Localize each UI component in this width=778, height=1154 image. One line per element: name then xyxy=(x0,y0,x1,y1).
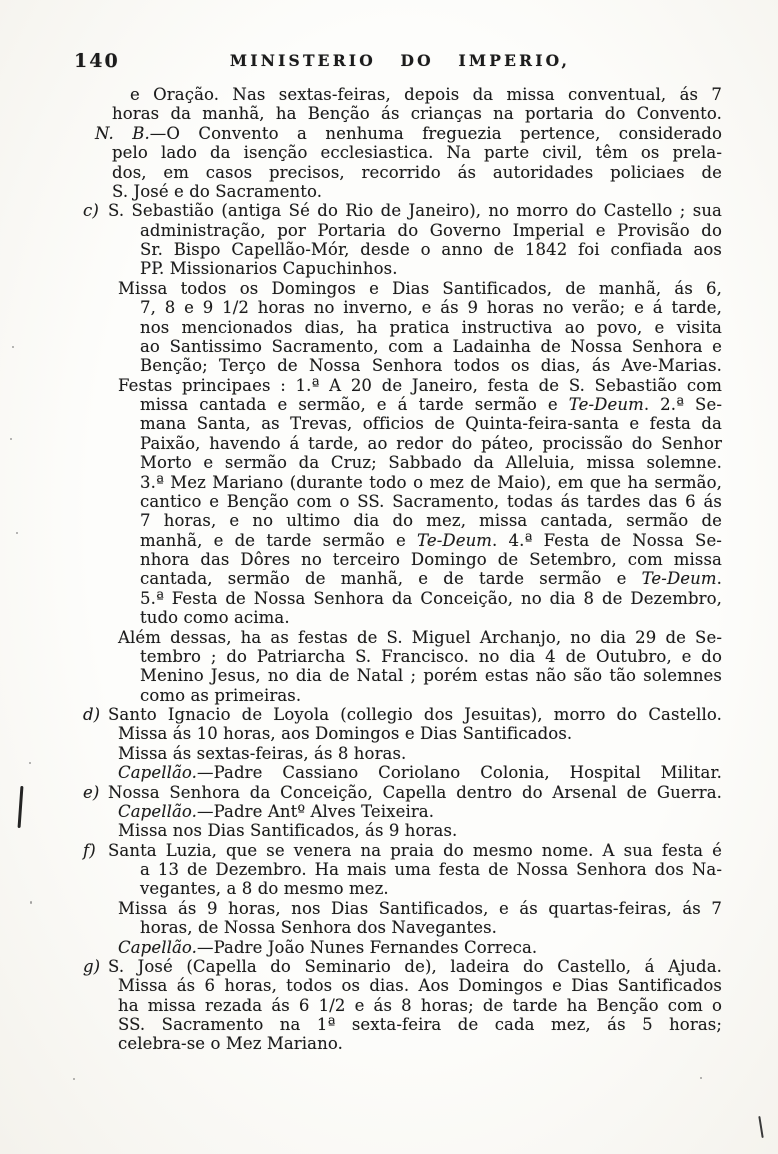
text-line xyxy=(78,550,722,569)
text-segment: dos, em casos precisos, recorrido ás autoridades policiaes de xyxy=(112,162,722,182)
text-segment: cantico e Benção com o SS. Sacramento, todas ás tardes das 6 ás xyxy=(140,491,722,511)
text-segment: PP. Missionarios Capuchinhos. xyxy=(140,259,398,279)
text-segment: administração, por Portaria do Governo Imperial e Provisão do xyxy=(140,220,722,240)
text-line xyxy=(78,860,722,879)
text-body xyxy=(78,85,722,1054)
text-segment: 7, 8 e 9 1/2 horas no inverno, e ás 9 horas no verão; e á tarde, xyxy=(140,298,722,318)
text-segment: nhora das Dôres no terceiro Domingo de Setembro, com missa xyxy=(140,550,722,569)
text-segment: Missa nos Dias Santificados, ás 9 horas. xyxy=(118,821,458,841)
text-line xyxy=(78,473,722,492)
text-line xyxy=(78,957,722,976)
text-segment: S. José (Capella do Seminario de), ladeira do Castello, á Ajuda. xyxy=(108,956,722,976)
text-line xyxy=(78,124,722,143)
text-segment: Além dessas, ha as festas de S. Miguel Archanjo, no dia 29 de Se- xyxy=(118,627,722,647)
text-segment: Te-Deum xyxy=(568,395,644,414)
text-segment: . 4.ª Festa de Nossa Se- xyxy=(492,530,722,550)
text-segment: horas, de Nossa Senhora dos Navegantes. xyxy=(140,918,498,938)
text-line xyxy=(78,434,722,453)
text-line xyxy=(78,163,722,182)
text-line xyxy=(78,337,722,356)
text-line xyxy=(78,414,722,433)
text-line xyxy=(78,976,722,995)
text-line xyxy=(78,879,722,898)
text-segment: 3.ª Mez Mariano (durante todo o mez de Maio), em que ha sermão, xyxy=(140,472,722,492)
scan-speck xyxy=(12,346,14,348)
text-segment: manhã, e de tarde sermão e xyxy=(140,530,418,550)
text-line xyxy=(78,356,722,375)
item-label: f) xyxy=(83,840,96,860)
scan-speck xyxy=(73,1078,75,1080)
text-segment: Paixão, havendo á tarde, ao redor do páteo, procissão do Senhor xyxy=(140,433,722,453)
text-line xyxy=(78,240,722,259)
text-line xyxy=(78,492,722,511)
text-line xyxy=(78,569,722,588)
text-segment: Missa todos os Domingos e Dias Santificados, de manhã, ás 6, xyxy=(118,278,722,298)
text-line xyxy=(78,918,722,937)
text-line xyxy=(78,763,722,782)
text-segment: Capellão. xyxy=(118,763,197,783)
text-line xyxy=(78,376,722,395)
text-segment: Santa Luzia, que se venera na praia do mesmo nome. A sua festa é xyxy=(108,840,722,860)
text-line xyxy=(78,511,722,530)
scan-speck xyxy=(10,438,12,440)
text-line xyxy=(78,802,722,821)
text-line xyxy=(78,705,722,724)
text-segment: celebra-se o Mez Mariano. xyxy=(118,1034,343,1054)
text-line xyxy=(78,1015,722,1034)
text-segment: S. José e do Sacramento. xyxy=(112,181,323,201)
text-line xyxy=(78,221,722,240)
text-line xyxy=(78,821,722,840)
text-line xyxy=(78,899,722,918)
text-segment: 7 horas, e no ultimo dia do mez, missa cantada, sermão de xyxy=(140,511,722,531)
text-line xyxy=(78,1034,722,1053)
text-line xyxy=(78,395,722,414)
text-segment: —O Convento a nenhuma freguezia pertence, considerado xyxy=(149,123,723,143)
text-segment: 5.ª Festa de Nossa Senhora da Conceição, no dia 8 de Dezembro, xyxy=(140,588,722,608)
text-segment: Capellão. xyxy=(118,801,197,821)
running-header-title: MINISTERIO DO IMPERIO, xyxy=(229,51,571,70)
text-segment: —Padre Antº Alves Teixeira. xyxy=(196,801,435,821)
text-segment: ha missa rezada ás 6 1/2 e ás 8 horas; de tarde ha Benção com o xyxy=(118,995,722,1015)
text-segment: Missa ás 10 horas, aos Domingos e Dias Santificados. xyxy=(118,724,573,744)
text-line xyxy=(78,996,722,1015)
item-label: d) xyxy=(83,705,101,724)
text-segment: tembro ; do Patriarcha S. Francisco. no dia 4 de Outubro, e do xyxy=(140,646,722,666)
text-line xyxy=(78,201,722,220)
text-segment: Missa ás 9 horas, nos Dias Santificados, e ás quartas-feiras, ás 7 xyxy=(118,898,722,918)
text-line xyxy=(78,182,722,201)
text-segment: horas da manhã, ha Benção ás crianças na portaria do Convento. xyxy=(112,104,722,124)
item-label: e) xyxy=(83,782,100,802)
text-line xyxy=(78,453,722,472)
scan-speck xyxy=(16,532,18,534)
text-line xyxy=(78,686,722,705)
text-segment: Santo Ignacio de Loyola (collegio dos Jesuitas), morro do Castello. xyxy=(108,705,722,724)
text-segment: mana Santa, as Trevas, officios de Quinta-feira-santa e festa da xyxy=(140,414,722,434)
text-line xyxy=(78,531,722,550)
text-line xyxy=(78,841,722,860)
text-line xyxy=(78,628,722,647)
text-segment: SS. Sacramento na 1ª sexta-feira de cada mez, ás 5 horas; xyxy=(118,1015,722,1034)
text-segment: Missa ás sextas-feiras, ás 8 horas. xyxy=(118,743,407,763)
text-segment: Festas principaes : 1.ª A 20 de Janeiro, festa de S. Sebastião com xyxy=(118,375,722,395)
text-segment: pelo lado da isenção ecclesiastica. Na parte civil, têm os prela- xyxy=(112,143,722,163)
margin-ink-mark xyxy=(18,786,24,828)
corner-ink-mark xyxy=(758,1116,763,1138)
text-segment: Menino Jesus, no dia de Natal ; porém estas não são tão solemnes xyxy=(140,666,722,686)
text-line xyxy=(78,298,722,317)
text-segment: Sr. Bispo Capellão-Mór, desde o anno de 1842 foi confiada aos xyxy=(140,240,722,259)
scan-speck xyxy=(30,901,32,904)
text-segment: Te-Deum xyxy=(417,530,493,550)
text-line xyxy=(78,104,722,123)
text-segment: —Padre João Nunes Fernandes Correca. xyxy=(196,937,538,957)
scan-speck xyxy=(29,762,31,764)
text-segment: e Oração. Nas sextas-feiras, depois da missa conventual, ás 7 xyxy=(130,85,722,104)
scan-speck xyxy=(700,1077,702,1079)
text-segment: N. B. xyxy=(95,123,150,143)
text-line xyxy=(78,608,722,627)
text-line xyxy=(78,259,722,278)
text-segment: tudo como acima. xyxy=(140,608,290,628)
text-segment: Capellão. xyxy=(118,937,197,957)
item-label: c) xyxy=(83,201,99,221)
page-number: 140 xyxy=(74,50,120,72)
text-segment: ao Santissimo Sacramento, com a Ladainha de Nossa Senhora e xyxy=(140,336,722,356)
text-segment: missa cantada e sermão, e á tarde sermão e xyxy=(140,395,569,414)
text-line xyxy=(78,666,722,685)
text-line xyxy=(78,744,722,763)
text-segment: . 2.ª Se- xyxy=(643,395,722,414)
text-segment: Benção; Terço de Nossa Senhora todos os dias, ás Ave-Marias. xyxy=(140,356,722,376)
text-line xyxy=(78,318,722,337)
text-segment: . xyxy=(716,569,722,589)
text-segment: a 13 de Dezembro. Ha mais uma festa de Nossa Senhora dos Na- xyxy=(140,860,722,879)
text-segment: Missa ás 6 horas, todos os dias. Aos Domingos e Dias Santificados xyxy=(118,976,722,996)
text-segment: —Padre Cassiano Coriolano Colonia, Hospital Militar. xyxy=(196,763,722,783)
text-segment: S. Sebastião (antiga Sé do Rio de Janeiro), no morro do Castello ; sua xyxy=(108,201,722,221)
text-segment: vegantes, a 8 do mesmo mez. xyxy=(140,879,389,899)
text-line xyxy=(78,783,722,802)
text-line xyxy=(78,724,722,743)
text-line xyxy=(78,279,722,298)
text-segment: nos mencionados dias, ha pratica instructiva ao povo, e visita xyxy=(140,317,722,337)
text-segment: como as primeiras. xyxy=(140,685,302,705)
text-segment: Te-Deum xyxy=(641,569,717,589)
text-line xyxy=(78,143,722,162)
text-segment: cantada, sermão de manhã, e de tarde sermão e xyxy=(140,569,642,589)
text-segment: Morto e sermão da Cruz; Sabbado da Alleluia, missa solemne. xyxy=(140,453,722,473)
text-line xyxy=(78,85,722,104)
text-line xyxy=(78,938,722,957)
text-line xyxy=(78,589,722,608)
item-label: g) xyxy=(83,956,101,976)
text-line xyxy=(78,647,722,666)
text-segment: Nossa Senhora da Conceição, Capella dentro do Arsenal de Guerra. xyxy=(108,782,722,802)
